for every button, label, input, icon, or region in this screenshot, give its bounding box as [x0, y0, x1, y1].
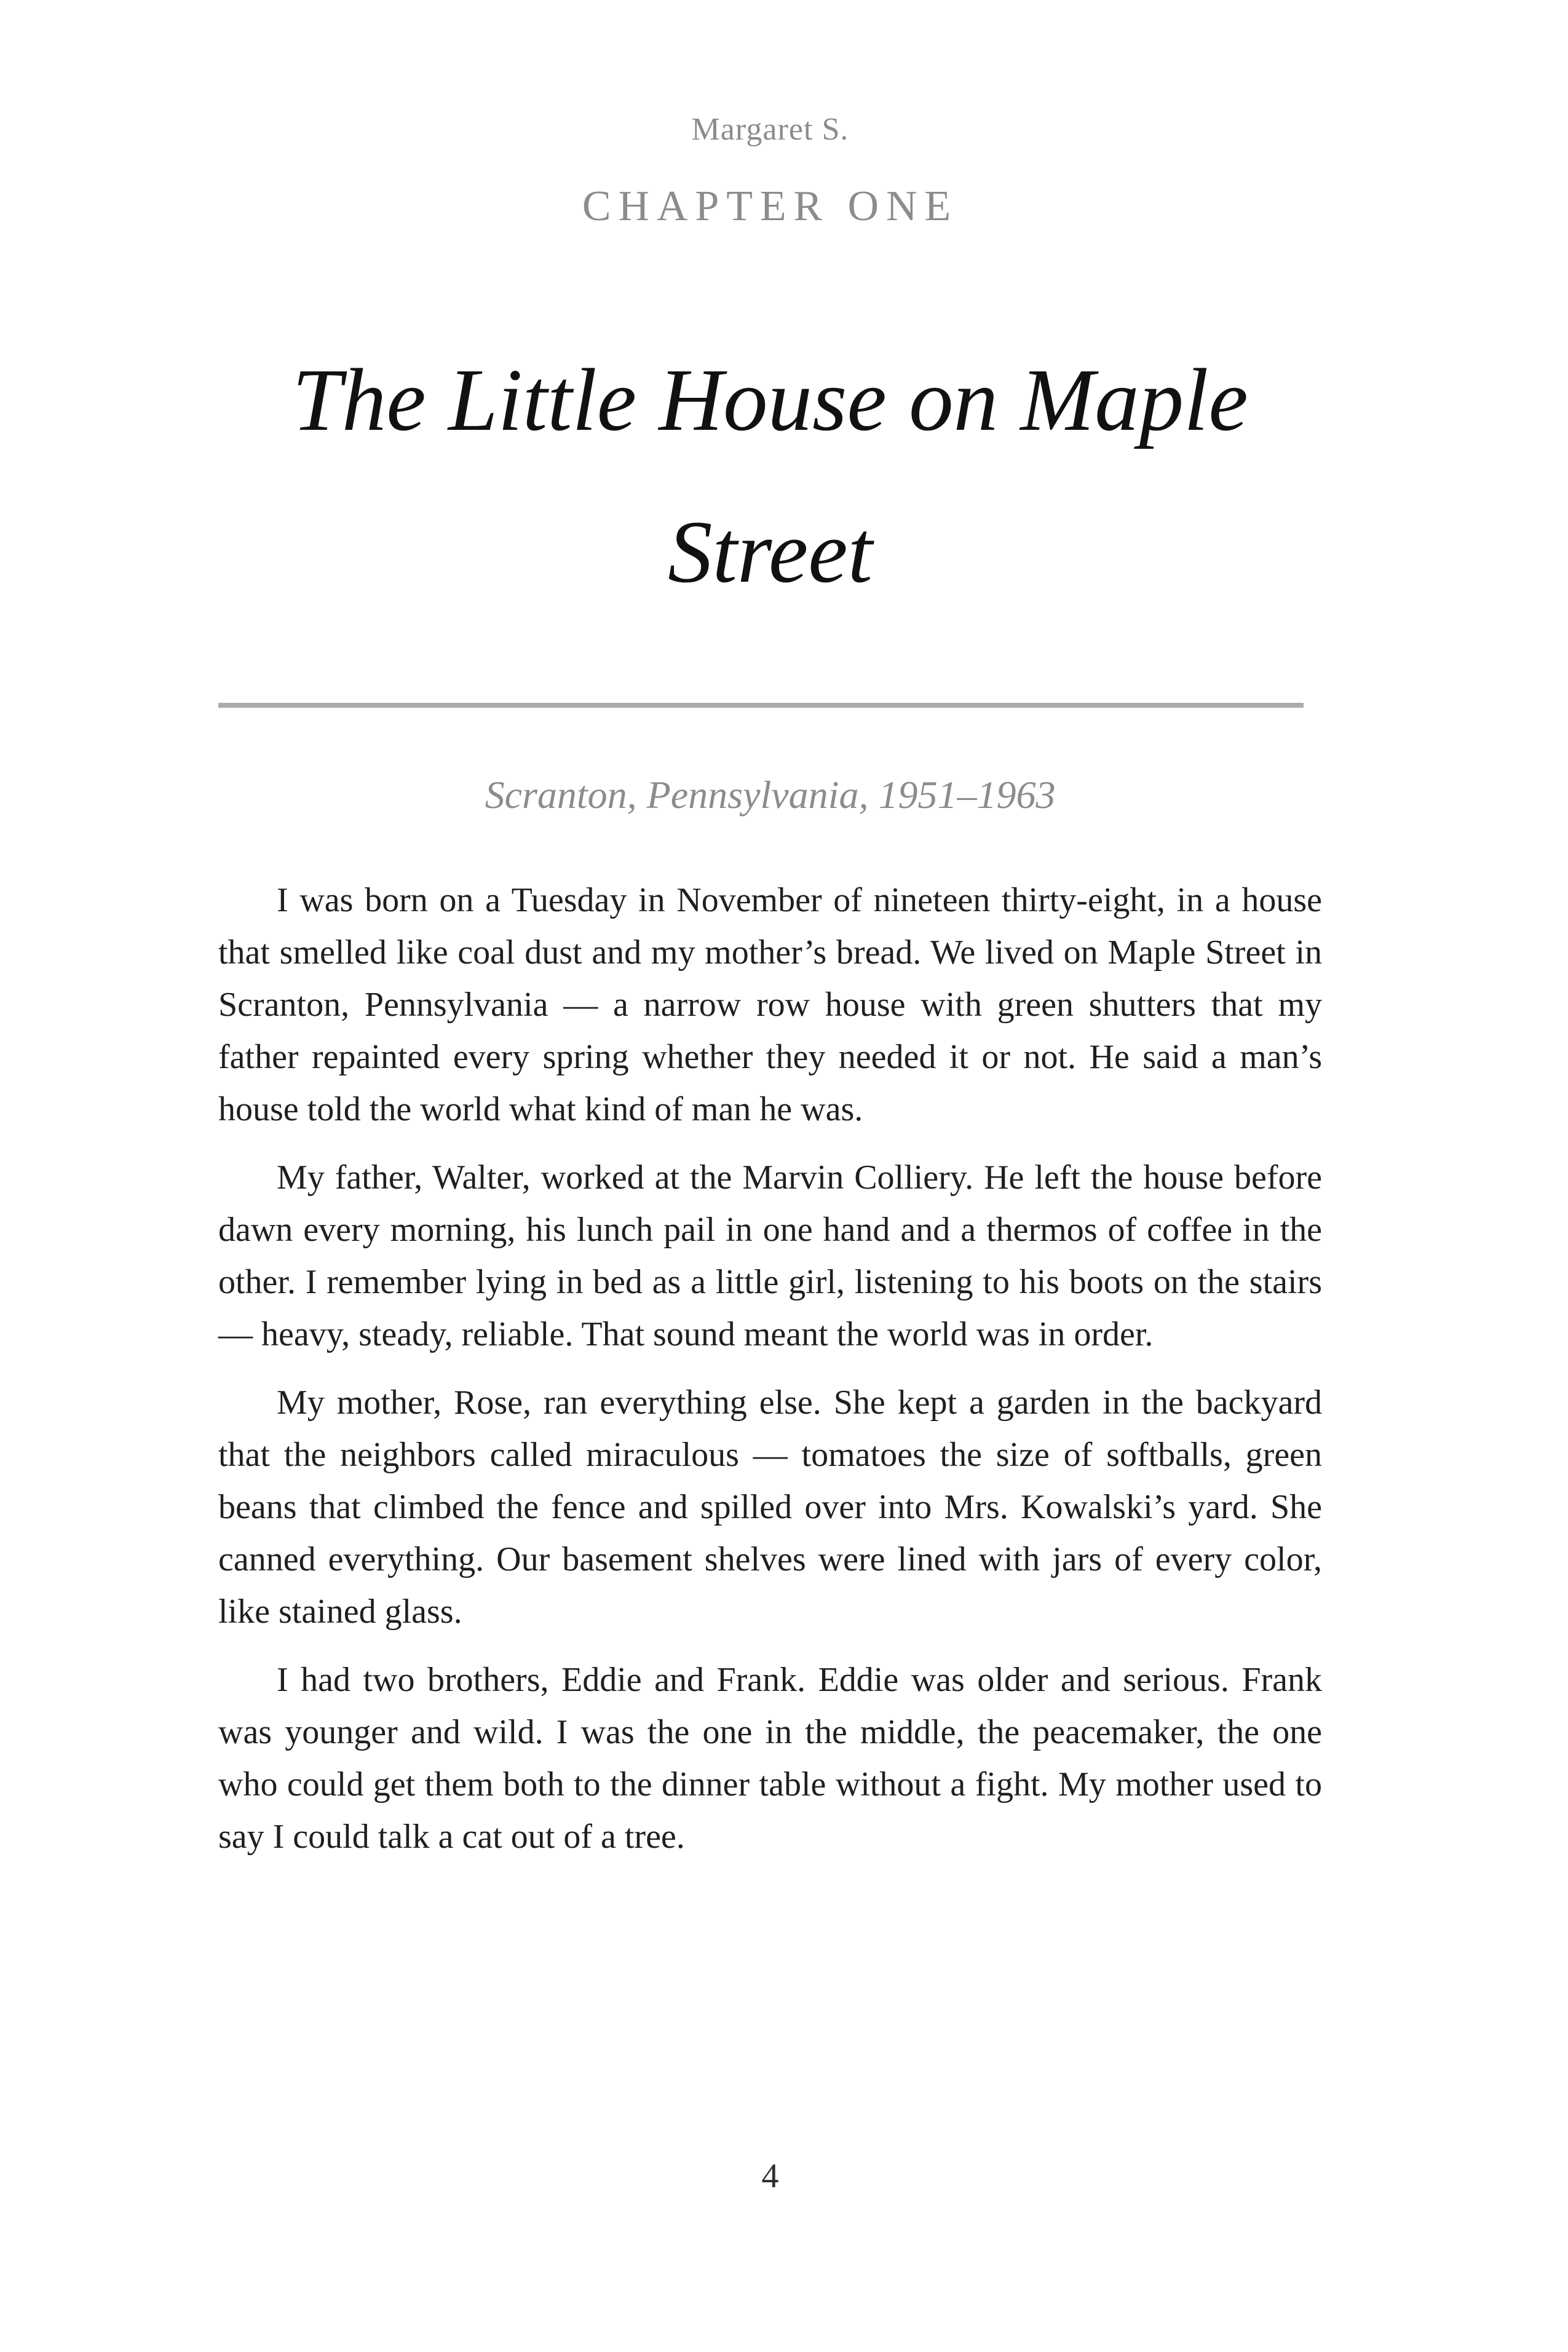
page-number: 4: [761, 2157, 779, 2195]
body-paragraph: I had two brothers, Eddie and Frank. Eddie was older and serious. Frank was younger and wild. I was the one in the middle, the peacemaker, the one who could get them both to the dinner table without a fight. My mother used to say I could talk a cat out of a tree.: [218, 1661, 1322, 1856]
chapter-label: CHAPTER ONE: [582, 183, 959, 231]
body-paragraph: My father, Walter, worked at the Marvin Colliery. He left the house before dawn every morning, his lunch pail in one hand and a thermos of coffee in the other. I remember lying in bed as a little girl, listening to his boots on the stairs — heavy, steady, reliable. That sound meant the world was in order.: [218, 1158, 1322, 1354]
body-paragraph: My mother, Rose, ran everything else. She kept a garden in the backyard that the neighbors called miraculous — tomatoes the size of softballs, green beans that climbed the fence and spilled over into Mrs. Kowalski’s yard. She canned everything. Our basement shelves were lined with jars of every color, like stained glass.: [218, 1384, 1322, 1631]
body-text: [218, 874, 1322, 1863]
page-column: [218, 0, 1322, 1863]
chapter-subtitle: Scranton, Pennsylvania, 1951–1963: [485, 773, 1056, 817]
chapter-title: The Little House on Maple Street: [292, 351, 1248, 601]
divider-rule: [218, 703, 1304, 708]
body-paragraph: I was born on a Tuesday in November of nineteen thirty-eight, in a house that smelled like coal dust and my mother’s bread. We lived on Maple Street in Scranton, Pennsylvania — a narrow row house with green shutters that my father repainted every spring whether they needed it or not. He said a man’s house told the world what kind of man he was.: [218, 881, 1322, 1129]
running-header: Margaret S.: [691, 112, 849, 147]
